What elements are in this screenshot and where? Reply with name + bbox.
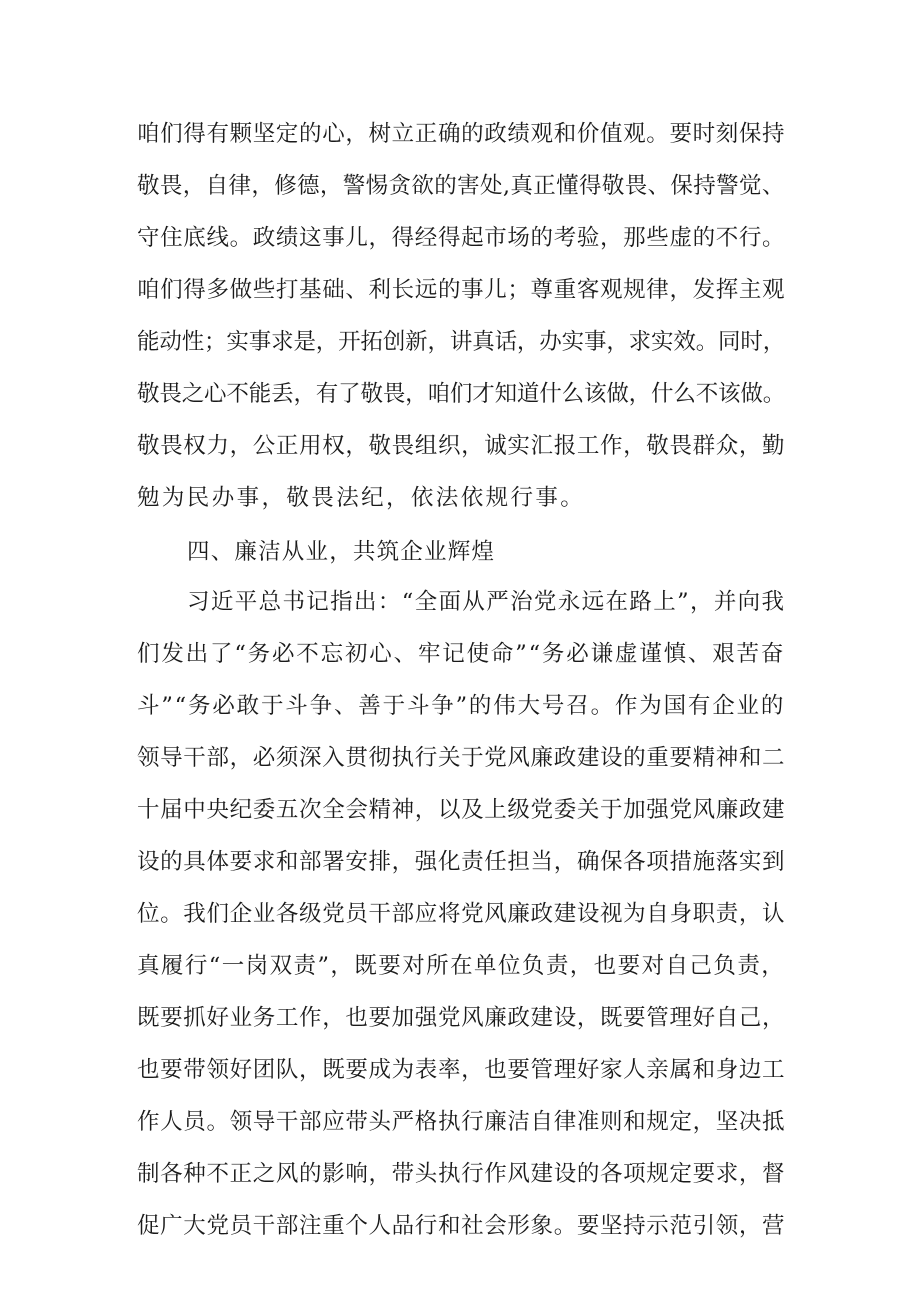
paragraph-line: 位。我们企业各级党员干部应将党风廉政建设视为自身职责，认 [137,901,786,927]
section-heading: 四、廉洁从业，共筑企业辉煌 [187,539,496,565]
paragraph-line: 十届中央纪委五次全会精神，以及上级党委关于加强党风廉政建 [137,797,786,823]
paragraph-line: 既要抓好业务工作，也要加强党风廉政建设，既要管理好自己， [137,1005,786,1031]
paragraph-line: 敬畏权力，公正用权，敬畏组织，诚实汇报工作，敬畏群众，勤 [137,433,786,459]
paragraph-line: 也要带领好团队，既要成为表率，也要管理好家人亲属和身边工 [137,1057,786,1083]
paragraph-line: 斗”“务必敢于斗争、善于斗争”的伟大号召。作为国有企业的 [137,693,786,719]
paragraph-line: 能动性；实事求是，开拓创新，讲真话，办实事，求实效。同时， [137,329,786,355]
paragraph-line: 领导干部，必须深入贯彻执行关于党风廉政建设的重要精神和二 [137,745,786,771]
paragraph-line: 敬畏之心不能丢，有了敬畏，咱们才知道什么该做，什么不该做。 [137,381,786,407]
paragraph-line: 真履行“一岗双责”，既要对所在单位负责，也要对自己负责， [137,953,786,979]
paragraph-line: 设的具体要求和部署安排，强化责任担当，确保各项措施落实到 [137,849,786,875]
paragraph-line: 作人员。领导干部应带头严格执行廉洁自律准则和规定，坚决抵 [137,1109,786,1135]
paragraph-line: 咱们得多做些打基础、利长远的事儿；尊重客观规律，发挥主观 [137,277,786,303]
paragraph-line: 咱们得有颗坚定的心，树立正确的政绩观和价值观。要时刻保持 [137,121,786,147]
paragraph-line: 守住底线。政绩这事儿，得经得起市场的考验，那些虚的不行。 [137,225,786,251]
paragraph-line: 们发出了“务必不忘初心、牢记使命”“务必谦虚谨慎、艰苦奋 [137,641,786,667]
paragraph-line: 敬畏，自律，修德，警惕贪欲的害处,真正懂得敬畏、保持警觉、 [137,173,785,199]
paragraph-line: 勉为民办事，敬畏法纪，依法依规行事。 [137,485,586,511]
paragraph-line: 促广大党员干部注重个人品行和社会形象。要坚持示范引领，营 [137,1213,786,1239]
paragraph-line: 制各种不正之风的影响，带头执行作风建设的各项规定要求，督 [137,1161,786,1187]
paragraph-line: 习近平总书记指出：“全面从严治党永远在路上”，并向我 [187,589,786,615]
